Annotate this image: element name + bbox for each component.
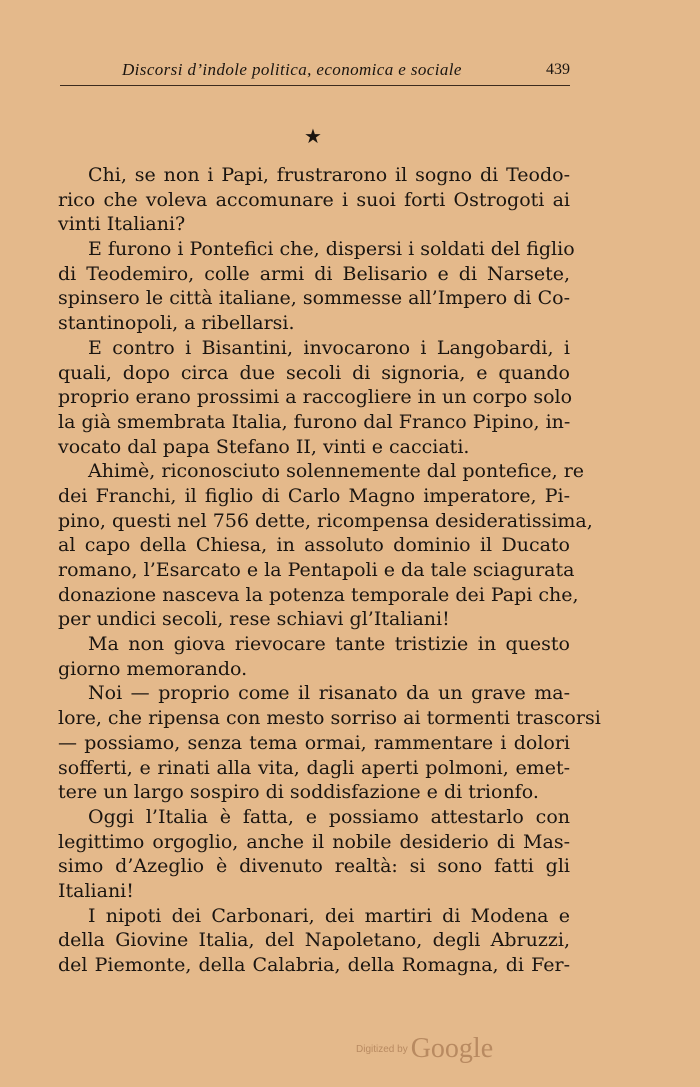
text-line: spinsero le città italiane, sommesse all’Impero di Co- (58, 287, 570, 310)
digitized-by-google-watermark (356, 1033, 493, 1065)
text-line: giorno memorando. (58, 657, 248, 680)
text-line: per undici secoli, rese schiavi gl’Italiani! (58, 608, 450, 631)
text-line: di Teodemiro, colle armi di Belisario e di Narsete, (58, 262, 570, 285)
text-line: Italiani! (58, 879, 134, 902)
google-logo: Google (410, 1033, 494, 1064)
text-line: I nipoti dei Carbonari, dei martiri di Modena e (88, 904, 570, 927)
text-line: Chi, se non i Papi, frustrarono il sogno di Teodo- (88, 164, 570, 186)
text-line: tere un largo sospiro di soddisfazione e di trionfo. (58, 781, 539, 804)
text-line: romano, l’Esarcato e la Pentapoli e da tale sciagurata (58, 559, 575, 581)
body-text (58, 163, 601, 978)
text-line: del Piemonte, della Calabria, della Romagna, di Fer- (58, 954, 570, 976)
text-line: legittimo orgoglio, anche il nobile desiderio di Mas- (58, 830, 570, 853)
watermark-prefix: Digitized by (356, 1043, 408, 1055)
text-line: Ma non giova rievocare tante tristizie in questo (88, 633, 570, 656)
text-line: E furono i Pontefici che, dispersi i soldati del figlio (88, 238, 575, 261)
text-line: vocato dal papa Stefano II, vinti e cacciati. (58, 435, 470, 458)
text-line: quali, dopo circa due secoli di signoria, e quando (58, 361, 570, 384)
text-line: Noi — proprio come il risanato da un grave ma- (88, 682, 570, 705)
text-line: Ahimè, riconosciuto solennemente dal pontefice, re (88, 460, 585, 483)
text-line: dei Franchi, il figlio di Carlo Magno imperatore, Pi- (58, 484, 570, 507)
text-line: donazione nasceva la potenza temporale dei Papi che, (58, 583, 579, 606)
text-line: E contro i Bisantini, invocarono i Langobardi, i (88, 336, 570, 359)
text-line: pino, questi nel 756 dette, ricompensa desideratissima, (58, 509, 593, 532)
text-line: vinti Italiani? (58, 213, 186, 236)
text-line: lore, che ripensa con mesto sorriso ai tormenti trascorsi (58, 707, 601, 730)
text-line: rico che voleva accomunare i suoi forti Ostrogoti ai (58, 188, 570, 211)
text-line: Oggi l’Italia è fatta, e possiamo attestarlo con (88, 805, 570, 828)
running-title: Discorsi d’indole politica, economica e sociale (122, 60, 462, 79)
text-line: la già smembrata Italia, furono dal Franco Pipino, in- (58, 410, 571, 433)
text-line: al capo della Chiesa, in assoluto dominio il Ducato (58, 534, 570, 557)
star-ornament-icon: ★ (304, 124, 322, 148)
text-line: proprio erano prossimi a raccogliere in un corpo solo (58, 386, 573, 409)
text-line: sofferti, e rinati alla vita, dagli aperti polmoni, emet- (58, 756, 570, 779)
text-line: della Giovine Italia, del Napoletano, degli Abruzzi, (58, 929, 570, 952)
running-head (60, 58, 570, 86)
page-number: 439 (546, 61, 570, 78)
text-line: — possiamo, senza tema ormai, rammentare i dolori (58, 731, 570, 754)
text-line: stantinopoli, a ribellarsi. (58, 312, 295, 335)
header-rule (60, 85, 570, 86)
text-line: simo d’Azeglio è divenuto realtà: si sono fatti gli (58, 855, 570, 878)
